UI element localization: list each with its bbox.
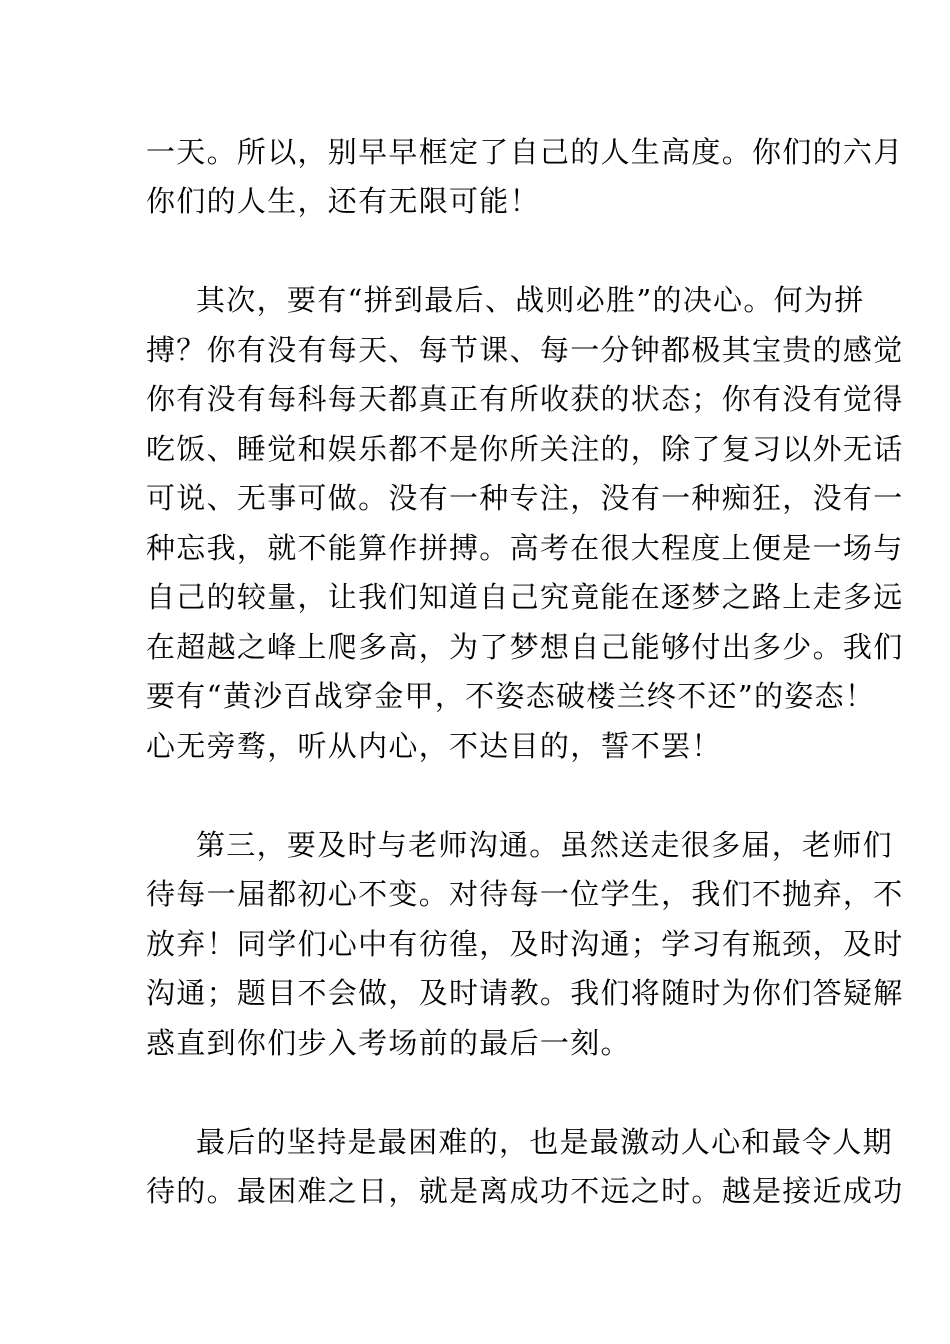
paragraph-line: 心无旁骛，听从内心，不达目的，誓不罢！ [146, 729, 722, 763]
paragraph-line: 一天。所以，别早早框定了自己的人生高度。你们的六月 [146, 135, 904, 169]
paragraph-first-line: 最后的坚持是最困难的，也是最激动人心和最令人期 [196, 1125, 893, 1159]
paragraph-line: 你们的人生，还有无限可能！ [146, 184, 540, 218]
paragraph-line: 可说、无事可做。没有一种专注，没有一种痴狂，没有一 [146, 481, 904, 515]
paragraph-first-line: 其次，要有“拼到最后、战则必胜”的决心。何为拼 [196, 283, 865, 317]
paragraph-line: 待每一届都初心不变。对待每一位学生，我们不抛弃，不 [146, 877, 904, 911]
paragraph-line: 在超越之峰上爬多高，为了梦想自己能够付出多少。我们 [146, 630, 904, 664]
paragraph-line: 放弃！同学们心中有彷徨，及时沟通；学习有瓶颈，及时 [146, 927, 904, 961]
paragraph-line: 要有“黄沙百战穿金甲，不姿态破楼兰终不还”的姿态！ [146, 679, 876, 713]
paragraph-line: 沟通；题目不会做，及时请教。我们将随时为你们答疑解 [146, 976, 904, 1010]
paragraph-line: 你有没有每科每天都真正有所收获的状态；你有没有觉得 [146, 382, 904, 416]
paragraph-line: 吃饭、睡觉和娱乐都不是你所关注的，除了复习以外无话 [146, 432, 904, 466]
paragraph-line: 搏？你有没有每天、每节课、每一分钟都极其宝贵的感觉 [146, 333, 904, 367]
paragraph-first-line: 第三，要及时与老师沟通。虽然送走很多届，老师们 [196, 828, 893, 862]
paragraph-line: 自己的较量，让我们知道自己究竟能在逐梦之路上走多远 [146, 580, 904, 614]
paragraph-line: 待的。最困难之日，就是离成功不远之时。越是接近成功 [146, 1174, 904, 1208]
paragraph-line: 惑直到你们步入考场前的最后一刻。 [146, 1026, 631, 1060]
paragraph-line: 种忘我，就不能算作拼搏。高考在很大程度上便是一场与 [146, 531, 904, 565]
